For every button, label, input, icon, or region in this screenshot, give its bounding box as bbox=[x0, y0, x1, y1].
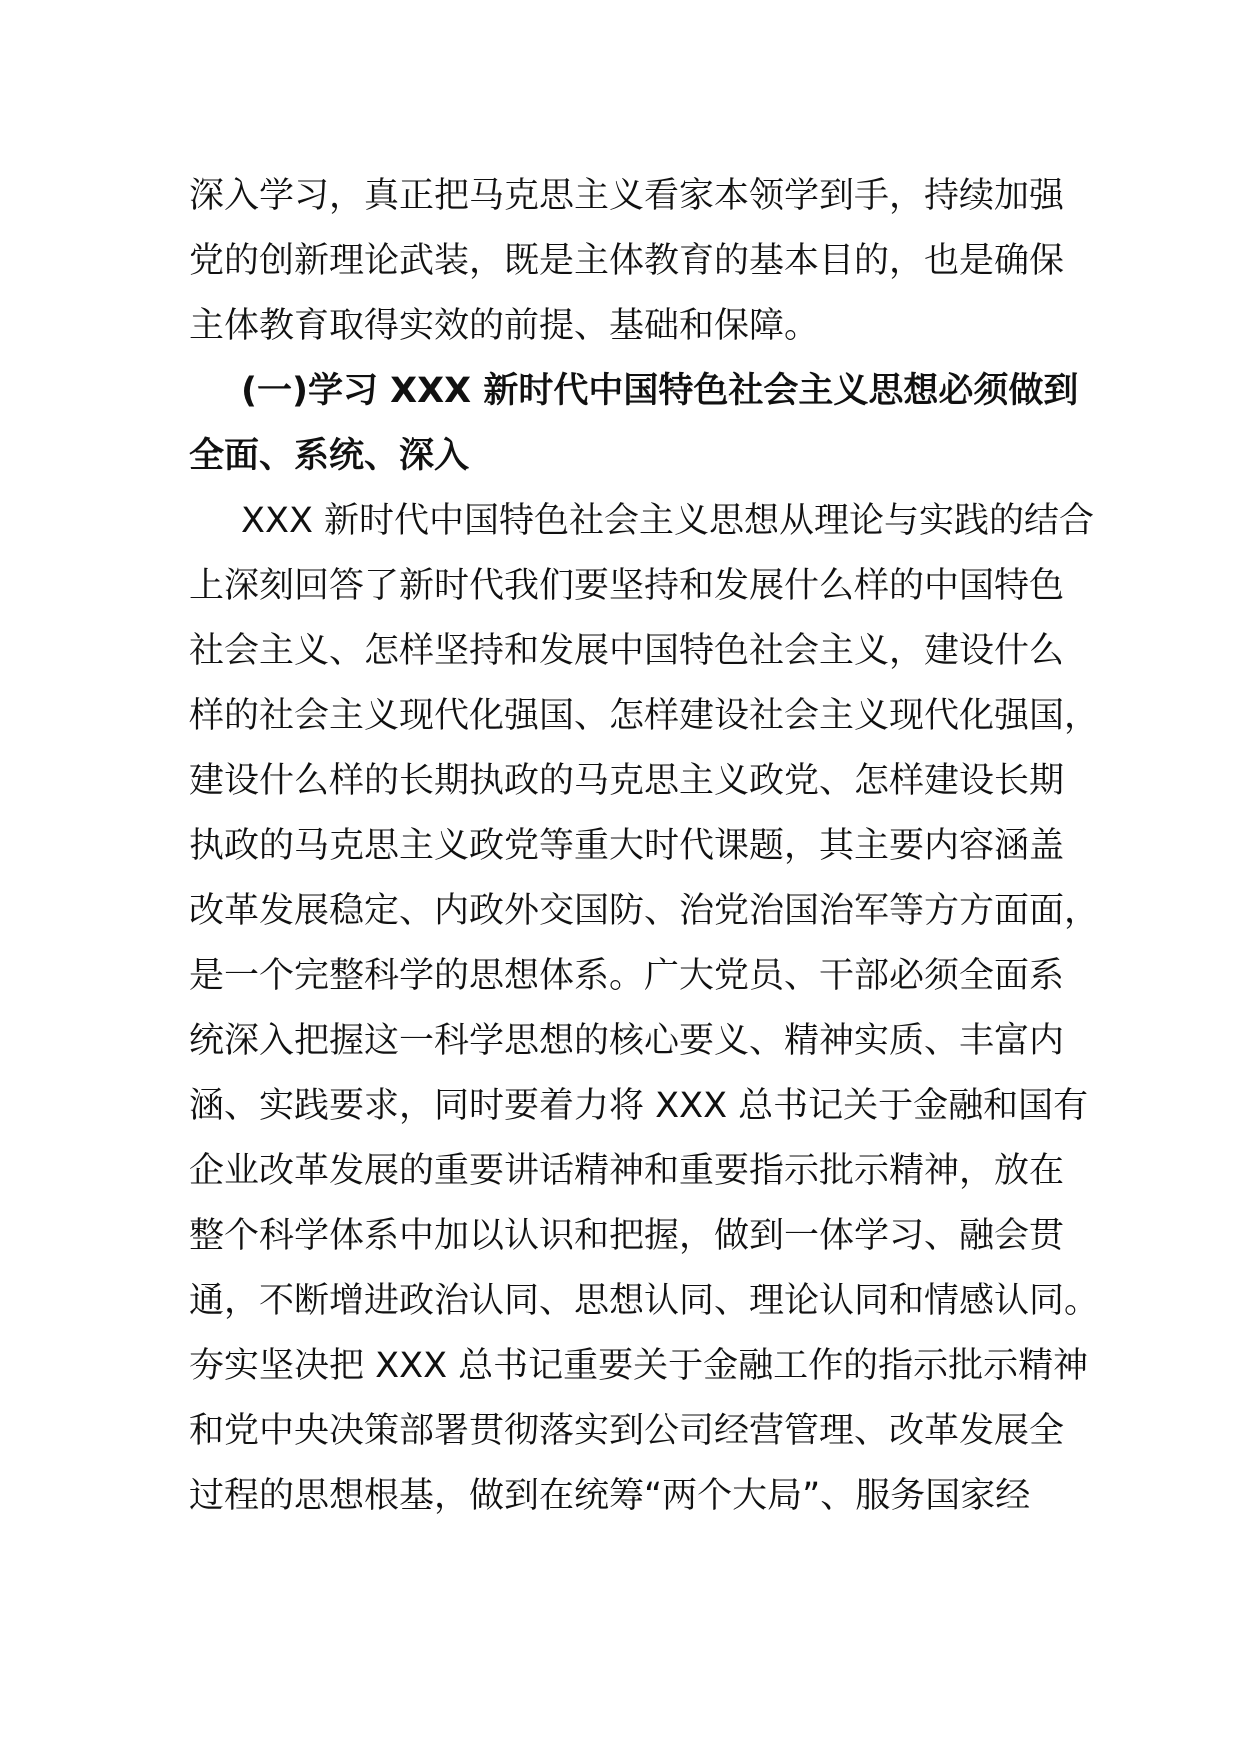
text-line: 涵、实践要求，同时要着力将 XXX 总书记关于金融和国有 bbox=[189, 1086, 1089, 1126]
text-line: 样的社会主义现代化强国、怎样建设社会主义现代化强国， bbox=[189, 696, 1100, 736]
text-line: XXX 新时代中国特色社会主义思想从理论与实践的结合 bbox=[241, 501, 1095, 541]
text-line: 和党中央决策部署贯彻落实到公司经营管理、改革发展全 bbox=[189, 1411, 1065, 1451]
text-line: 统深入把握这一科学思想的核心要义、精神实质、丰富内 bbox=[189, 1021, 1065, 1061]
heading-line: 全面、系统、深入 bbox=[189, 436, 470, 476]
text-line: 夯实坚决把 XXX 总书记重要关于金融工作的指示批示精神 bbox=[189, 1346, 1089, 1386]
text-line: 是一个完整科学的思想体系。广大党员、干部必须全面系 bbox=[189, 956, 1065, 996]
text-line: 建设什么样的长期执政的马克思主义政党、怎样建设长期 bbox=[189, 761, 1065, 801]
heading-line: (一)学习 XXX 新时代中国特色社会主义思想必须做到 bbox=[241, 371, 1079, 411]
text-line: 社会主义、怎样坚持和发展中国特色社会主义，建设什么 bbox=[189, 631, 1065, 671]
text-line: 通，不断增进政治认同、思想认同、理论认同和情感认同。 bbox=[189, 1281, 1100, 1321]
text-line: 执政的马克思主义政党等重大时代课题，其主要内容涵盖 bbox=[189, 826, 1065, 866]
paragraph-body bbox=[189, 489, 1100, 1529]
text-line: 深入学习，真正把马克思主义看家本领学到手，持续加强 bbox=[189, 176, 1065, 216]
text-line: 上深刻回答了新时代我们要坚持和发展什么样的中国特色 bbox=[189, 566, 1065, 606]
section-heading bbox=[189, 359, 1079, 489]
text-line: 改革发展稳定、内政外交国防、治党治国治军等方方面面， bbox=[189, 891, 1100, 931]
text-line: 整个科学体系中加以认识和把握，做到一体学习、融会贯 bbox=[189, 1216, 1065, 1256]
text-line: 过程的思想根基，做到在统筹“两个大局”、服务国家经 bbox=[189, 1476, 1031, 1516]
text-line: 党的创新理论武装，既是主体教育的基本目的，也是确保 bbox=[189, 241, 1065, 281]
paragraph-intro bbox=[189, 164, 1069, 359]
document-body bbox=[189, 164, 1100, 1529]
text-line: 企业改革发展的重要讲话精神和重要指示批示精神，放在 bbox=[189, 1151, 1065, 1191]
text-line: 主体教育取得实效的前提、基础和保障。 bbox=[189, 306, 820, 346]
